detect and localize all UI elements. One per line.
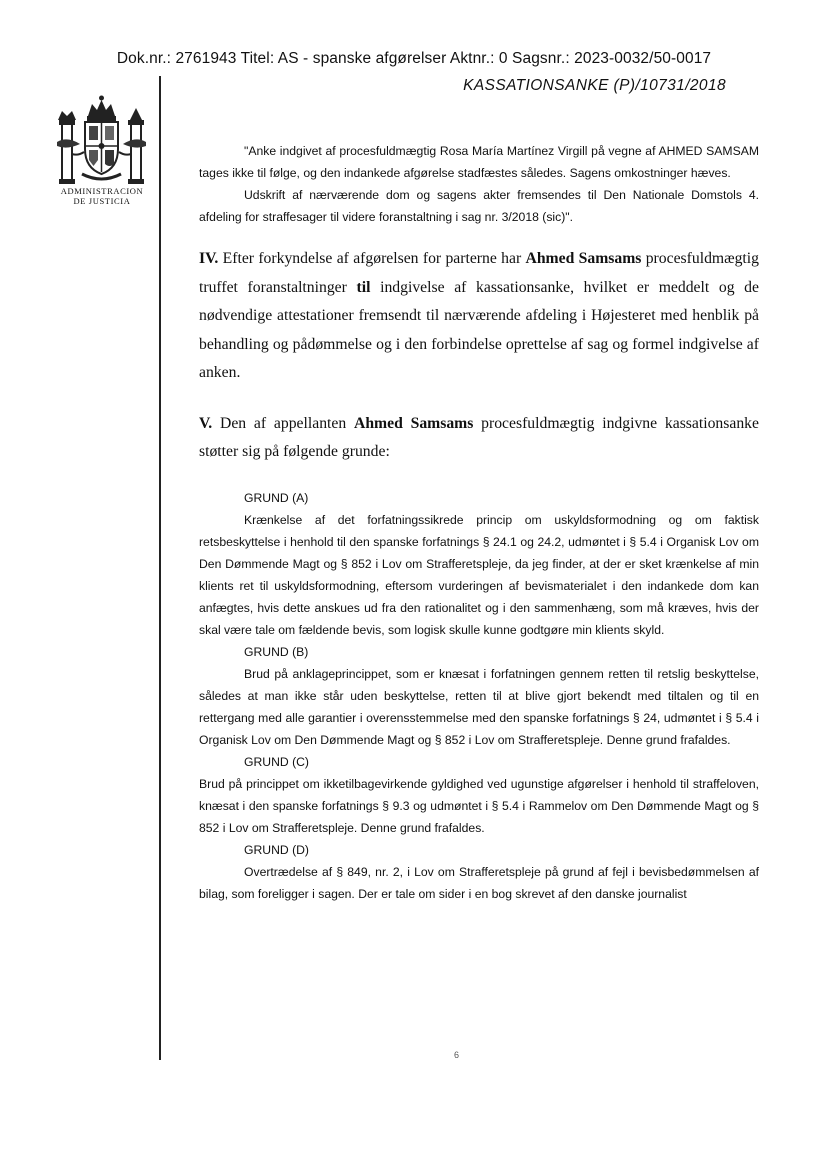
case-reference: KASSATIONSANKE (P)/10731/2018 bbox=[463, 77, 726, 94]
page-number: 6 bbox=[454, 1050, 460, 1060]
section-number: IV. bbox=[199, 250, 219, 267]
grounds-list bbox=[199, 487, 759, 905]
logo-caption: ADMINISTRACION DE JUSTICIA bbox=[60, 186, 144, 206]
ground-b-text: Brud på anklageprincippet, som er knæsat i forfatningen gennem retten til retslig beskyttelse, således at man ikke står uden beskyttelse, retten til at blive gjort bekendt med tiltalen og til en rettergang med alle garantier i overensstemmelse med den spanske forfatnings § 24, udmøntet i § 5.4 i Organisk Lov om Den Dømmende Magt og § 852 i Lov om Strafferetspleje. Denne grund frafaldes. bbox=[199, 666, 759, 747]
section-iv: IV. Efter forkyndelse af afgørelsen for parterne har Ahmed Samsams procesfuldmægtig truffet foranstaltninger til indgivelse af kassationsanke, hvilket er meddelt og de nødvendige attestationer fremsendt til nærværende afdeling i Højesteret med henblik på behandling og pådømmelse og i den forbindelse oprettelse af sag og formel indgivelse af anken. bbox=[199, 250, 759, 381]
party-name: Ahmed Samsams bbox=[525, 250, 642, 267]
ground-c-title: GRUND (C) bbox=[244, 754, 309, 769]
section-v: V. Den af appellanten Ahmed Samsams procesfuldmægtig indgivne kassationsanke støtter sig på følgende grunde: bbox=[199, 414, 759, 460]
ground-d-text: Overtrædelse af § 849, nr. 2, i Lov om Strafferetspleje på grund af fejl i bevisbedømmelsen af bilag, som foreligger i sagen. Der er tale om sider i en bog skrevet af den danske journalist bbox=[199, 864, 759, 901]
quote-paragraph-2: Udskrift af nærværende dom og sagens akter fremsendes til Den Nationale Domstols 4. afdeling for straffesager til videre foranstaltning i sag nr. 3/2018 (sic)". bbox=[199, 188, 759, 224]
document-body bbox=[199, 140, 759, 905]
quote-paragraph-1: "Anke indgivet af procesfuldmægtig Rosa María Martínez Virgill på vegne af AHMED SAMSAM tages ikke til følge, og den indankede afgørelse stadfæstes således. Sagens omkostninger hæves. bbox=[199, 144, 759, 180]
ground-a-title: GRUND (A) bbox=[244, 490, 309, 505]
ground-c-text: Brud på princippet om ikketilbagevirkende gyldighed ved ugunstige afgørelser i henhold til straffeloven, knæsat i den spanske forfatnings § 9.3 og udmøntet i § 5.4 i Rammelov om Den Dømmende Magt og § 852 i Lov om Strafferetspleje. Denne grund frafaldes. bbox=[199, 776, 759, 835]
section-number: V. bbox=[199, 414, 213, 432]
document-header: Dok.nr.: 2761943 Titel: AS - spanske afgørelser Aktnr.: 0 Sagsnr.: 2023-0032/50-0017 bbox=[116, 50, 712, 67]
party-name: Ahmed Samsams bbox=[354, 414, 474, 432]
margin-rule bbox=[159, 76, 161, 1060]
ground-a-text: Krænkelse af det forfatningssikrede princip om uskyldsformodning og om faktisk retsbeskyttelse i henhold til den spanske forfatnings § 24.1 og 24.2, udmøntet i § 5.4 i Organisk Lov om Den Dømmende Magt og § 852 i Lov om Strafferetspleje, da jeg finder, at der er sket krænkelse af min klients ret til uskyldsformodning, eftersom vurderingen af bevismaterialet i den indankede dom kan anfægtes, hvis dette anskues ud fra den rationalitet og i den sammenhæng, som må kræves, hvis der skal være tale om fældende bevis, som logisk skulle kunne godtgøre min klients skyld. bbox=[199, 512, 759, 637]
ground-b-title: GRUND (B) bbox=[244, 644, 309, 659]
ground-d-title: GRUND (D) bbox=[244, 842, 309, 857]
